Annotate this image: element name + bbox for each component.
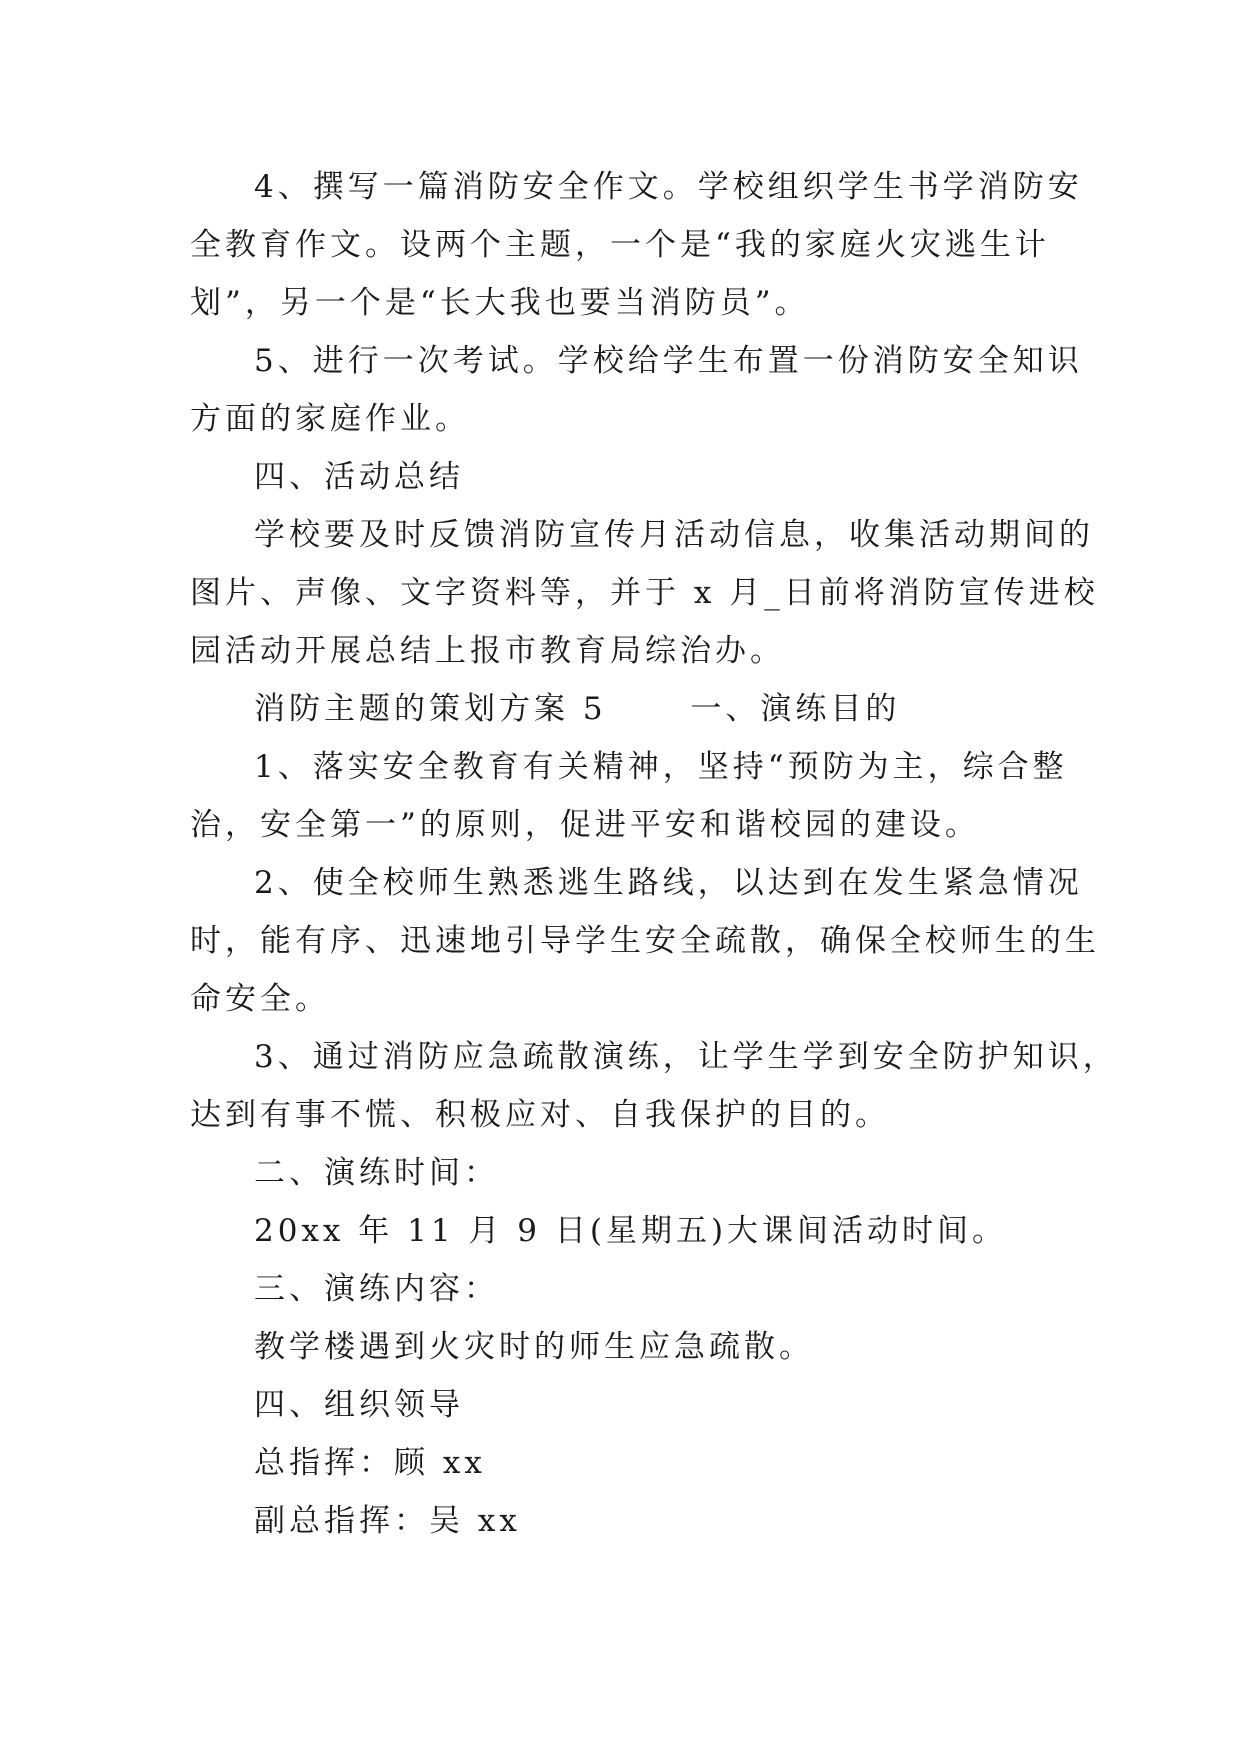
text-line: 三、演练内容： bbox=[254, 1271, 499, 1307]
text-line: 教学楼遇到火灾时的师生应急疏散。 bbox=[254, 1329, 814, 1365]
text-line: 消防主题的策划方案 5 一、演练目的 bbox=[254, 691, 901, 727]
text-line: 2、使全校师生熟悉逃生路线，以达到在发生紧急情况 bbox=[254, 865, 1083, 901]
text-line: 方面的家庭作业。 bbox=[190, 401, 470, 437]
text-line: 四、活动总结 bbox=[254, 459, 464, 495]
text-line: 学校要及时反馈消防宣传月活动信息，收集活动期间的 bbox=[254, 517, 1094, 553]
text-line: 全教育作文。设两个主题，一个是“我的家庭火灾逃生计 bbox=[190, 227, 1050, 263]
text-line: 时，能有序、迅速地引导学生安全疏散，确保全校师生的生 bbox=[190, 923, 1100, 959]
text-line: 图片、声像、文字资料等，并于 x 月_日前将消防宣传进校 bbox=[190, 575, 1099, 611]
text-line: 副总指挥：吴 xx bbox=[254, 1503, 521, 1539]
text-line: 3、通过消防应急疏散演练，让学生学到安全防护知识， bbox=[254, 1039, 1118, 1075]
text-line: 总指挥：顾 xx bbox=[254, 1445, 486, 1481]
document-body bbox=[190, 158, 1118, 1550]
text-line: 划”，另一个是“长大我也要当消防员”。 bbox=[190, 285, 810, 321]
text-line: 5、进行一次考试。学校给学生布置一份消防安全知识 bbox=[254, 343, 1083, 379]
text-line: 园活动开展总结上报市教育局综治办。 bbox=[190, 633, 785, 669]
text-line: 1、落实安全教育有关精神，坚持“预防为主，综合整 bbox=[254, 749, 1068, 785]
text-line: 四、组织领导 bbox=[254, 1387, 464, 1423]
text-line: 达到有事不慌、积极应对、自我保护的目的。 bbox=[190, 1097, 890, 1133]
text-line: 4、撰写一篇消防安全作文。学校组织学生书学消防安 bbox=[254, 169, 1083, 205]
text-line: 命安全。 bbox=[190, 981, 330, 1017]
text-line: 治，安全第一”的原则，促进平安和谐校园的建设。 bbox=[190, 807, 980, 843]
text-line: 20xx 年 11 月 9 日(星期五)大课间活动时间。 bbox=[254, 1213, 1008, 1249]
text-line: 二、演练时间： bbox=[254, 1155, 499, 1191]
